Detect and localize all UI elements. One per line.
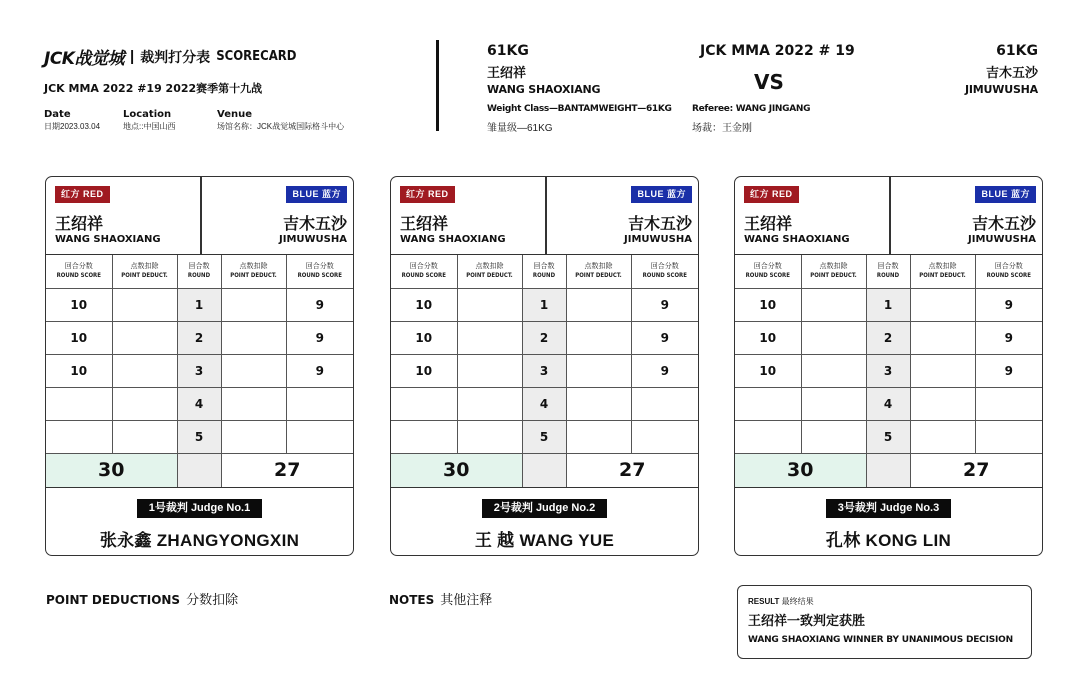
red-point-deduct bbox=[457, 354, 522, 387]
referee bbox=[692, 104, 810, 134]
date-label: Date bbox=[44, 109, 71, 120]
total-row bbox=[46, 453, 353, 487]
score-table-header bbox=[391, 255, 698, 288]
red-corner-tag: 红方 RED bbox=[400, 186, 455, 203]
referee-en: Referee: WANG JINGANG bbox=[692, 104, 811, 114]
round-row bbox=[391, 288, 698, 321]
card-blue-name-cn: 吉木五沙 bbox=[971, 216, 1036, 233]
result-label bbox=[748, 596, 1021, 607]
card-blue-name-cn: 吉木五沙 bbox=[627, 216, 692, 233]
round-number: 3 bbox=[866, 354, 910, 387]
blue-round-score bbox=[631, 420, 698, 453]
red-round-score bbox=[735, 420, 801, 453]
card-blue-name-en: JIMUWUSHA bbox=[968, 234, 1036, 245]
weight-class bbox=[487, 104, 672, 134]
card-red-name-en: WANG SHAOXIANG bbox=[744, 234, 850, 245]
blue-round-score: 9 bbox=[286, 321, 353, 354]
blue-point-deduct bbox=[566, 321, 631, 354]
round-row bbox=[735, 288, 1042, 321]
round-row bbox=[46, 420, 353, 453]
judge-name: 王 越 WANG YUE bbox=[474, 530, 615, 550]
round-row bbox=[391, 387, 698, 420]
card-header bbox=[46, 177, 353, 255]
red-point-deduct bbox=[801, 387, 866, 420]
score-table bbox=[735, 255, 1042, 488]
vs-label: VS bbox=[754, 70, 784, 94]
judge-name: 张永鑫 ZHANGYONGXIN bbox=[99, 530, 300, 550]
col-blue-round-score: 回合分数 ROUND SCORE bbox=[631, 255, 698, 288]
blue-round-score: 9 bbox=[286, 288, 353, 321]
round-row bbox=[735, 321, 1042, 354]
red-weight: 61KG bbox=[487, 43, 529, 59]
col-red-round-score: 回合分数 ROUND SCORE bbox=[735, 255, 801, 288]
blue-point-deduct bbox=[566, 354, 631, 387]
red-round-score: 10 bbox=[735, 288, 801, 321]
blue-point-deduct bbox=[910, 420, 975, 453]
round-number: 1 bbox=[522, 288, 566, 321]
blue-point-deduct bbox=[221, 420, 286, 453]
round-number: 5 bbox=[177, 420, 221, 453]
red-total: 30 bbox=[391, 453, 522, 487]
red-round-score bbox=[46, 420, 112, 453]
round-number: 1 bbox=[866, 288, 910, 321]
blue-round-score: 9 bbox=[631, 321, 698, 354]
event-title: JCK MMA 2022 # 19 bbox=[700, 43, 855, 59]
brand-title: 裁判打分表 bbox=[140, 48, 211, 65]
blue-point-deduct bbox=[910, 354, 975, 387]
red-round-score: 10 bbox=[391, 288, 457, 321]
event-line: JCK MMA 2022 #19 2022赛季第十九战 bbox=[44, 82, 263, 95]
score-table-header bbox=[735, 255, 1042, 288]
point-deductions-label-en: POINT DEDUCTIONS bbox=[46, 593, 181, 607]
red-round-score bbox=[735, 387, 801, 420]
round-row bbox=[391, 420, 698, 453]
blue-point-deduct bbox=[910, 387, 975, 420]
judge-area bbox=[735, 488, 1042, 556]
red-round-score: 10 bbox=[735, 321, 801, 354]
round-number: 3 bbox=[522, 354, 566, 387]
judge-scorecard-2 bbox=[390, 176, 699, 556]
notes-label-cn: 其他注释 bbox=[440, 592, 493, 607]
brand-logo: JCK战觉城 bbox=[44, 49, 124, 69]
venue-label: Venue bbox=[217, 109, 252, 120]
round-row bbox=[735, 420, 1042, 453]
red-round-score: 10 bbox=[735, 354, 801, 387]
judge-tag: 1号裁判 Judge No.1 bbox=[137, 499, 262, 518]
card-header-divider bbox=[889, 177, 891, 255]
round-row bbox=[46, 354, 353, 387]
card-red-name-en: WANG SHAOXIANG bbox=[400, 234, 506, 245]
result-text-en: WANG SHAOXIANG WINNER BY UNANIMOUS DECISION bbox=[748, 635, 1013, 645]
date-value: 日期2023.03.04 bbox=[44, 121, 101, 131]
red-round-score bbox=[391, 387, 457, 420]
brand-subtitle: SCORECARD bbox=[216, 49, 297, 64]
col-blue-point-deduct: 点数扣除 POINT DEDUCT. bbox=[221, 255, 286, 288]
point-deductions-label-cn: 分数扣除 bbox=[186, 592, 239, 607]
blue-point-deduct bbox=[910, 288, 975, 321]
blue-round-score: 9 bbox=[631, 288, 698, 321]
round-number: 4 bbox=[866, 387, 910, 420]
red-round-score bbox=[46, 387, 112, 420]
point-deductions-section bbox=[46, 589, 238, 608]
blue-round-score bbox=[975, 387, 1042, 420]
card-red-name-en: WANG SHAOXIANG bbox=[55, 234, 161, 245]
red-corner-tag: 红方 RED bbox=[744, 186, 799, 203]
total-row bbox=[391, 453, 698, 487]
round-row bbox=[46, 387, 353, 420]
round-number: 4 bbox=[177, 387, 221, 420]
red-round-score: 10 bbox=[46, 321, 112, 354]
col-round: 回合数 ROUND bbox=[866, 255, 910, 288]
red-total: 30 bbox=[735, 453, 866, 487]
red-point-deduct bbox=[457, 420, 522, 453]
blue-point-deduct bbox=[221, 288, 286, 321]
judge-scorecard-3 bbox=[734, 176, 1043, 556]
red-point-deduct bbox=[457, 288, 522, 321]
red-round-score: 10 bbox=[46, 288, 112, 321]
col-red-point-deduct: 点数扣除 POINT DEDUCT. bbox=[457, 255, 522, 288]
notes-label-en: NOTES bbox=[389, 593, 435, 607]
judge-area bbox=[46, 488, 353, 556]
col-round: 回合数 ROUND bbox=[177, 255, 221, 288]
red-point-deduct bbox=[457, 321, 522, 354]
round-number: 5 bbox=[522, 420, 566, 453]
round-number: 5 bbox=[866, 420, 910, 453]
col-blue-round-score: 回合分数 ROUND SCORE bbox=[286, 255, 353, 288]
blue-fighter-header bbox=[965, 43, 1038, 96]
judge-tag: 2号裁判 Judge No.2 bbox=[482, 499, 607, 518]
red-point-deduct bbox=[801, 354, 866, 387]
brand-separator: | bbox=[129, 48, 135, 65]
weight-class-cn: 雏量级—61KG bbox=[487, 123, 553, 134]
col-red-point-deduct: 点数扣除 POINT DEDUCT. bbox=[801, 255, 866, 288]
blue-round-score bbox=[286, 387, 353, 420]
red-point-deduct bbox=[457, 387, 522, 420]
blue-point-deduct bbox=[566, 420, 631, 453]
score-table-header bbox=[46, 255, 353, 288]
card-red-name-cn: 王绍祥 bbox=[400, 216, 449, 233]
col-red-point-deduct: 点数扣除 POINT DEDUCT. bbox=[112, 255, 177, 288]
blue-corner-tag: BLUE 蓝方 bbox=[631, 186, 692, 203]
card-red-name-cn: 王绍祥 bbox=[744, 216, 793, 233]
weight-class-en: Weight Class—BANTAMWEIGHT—61KG bbox=[487, 104, 672, 114]
location-label: Location bbox=[123, 109, 172, 120]
blue-round-score bbox=[286, 420, 353, 453]
round-number: 4 bbox=[522, 387, 566, 420]
col-red-round-score: 回合分数 ROUND SCORE bbox=[46, 255, 112, 288]
round-number: 3 bbox=[177, 354, 221, 387]
blue-total: 27 bbox=[910, 453, 1042, 487]
col-red-round-score: 回合分数 ROUND SCORE bbox=[391, 255, 457, 288]
round-number: 2 bbox=[866, 321, 910, 354]
blue-round-score: 9 bbox=[286, 354, 353, 387]
judge-name: 孔林 KONG LIN bbox=[825, 530, 952, 550]
blue-round-score: 9 bbox=[975, 321, 1042, 354]
blue-total: 27 bbox=[566, 453, 698, 487]
red-fighter-header bbox=[487, 43, 600, 96]
notes-section bbox=[389, 589, 492, 608]
red-name-cn: 王绍祥 bbox=[487, 66, 527, 81]
round-row bbox=[46, 288, 353, 321]
blue-point-deduct bbox=[221, 354, 286, 387]
red-round-score: 10 bbox=[391, 321, 457, 354]
red-point-deduct bbox=[112, 387, 177, 420]
col-blue-round-score: 回合分数 ROUND SCORE bbox=[975, 255, 1042, 288]
blue-point-deduct bbox=[221, 387, 286, 420]
score-table bbox=[46, 255, 353, 488]
red-point-deduct bbox=[112, 420, 177, 453]
blue-point-deduct bbox=[910, 321, 975, 354]
total-row bbox=[735, 453, 1042, 487]
score-table bbox=[391, 255, 698, 488]
judge-scorecard-1 bbox=[45, 176, 354, 556]
total-spacer bbox=[522, 453, 566, 487]
card-blue-name-cn: 吉木五沙 bbox=[282, 216, 347, 233]
blue-name-cn: 吉木五沙 bbox=[985, 66, 1038, 81]
round-row bbox=[391, 354, 698, 387]
total-spacer bbox=[866, 453, 910, 487]
blue-round-score: 9 bbox=[975, 288, 1042, 321]
blue-point-deduct bbox=[566, 288, 631, 321]
card-header bbox=[735, 177, 1042, 255]
red-point-deduct bbox=[801, 420, 866, 453]
round-row bbox=[46, 321, 353, 354]
brand-header bbox=[44, 44, 297, 69]
col-round: 回合数 ROUND bbox=[522, 255, 566, 288]
round-number: 2 bbox=[522, 321, 566, 354]
blue-corner-tag: BLUE 蓝方 bbox=[975, 186, 1036, 203]
col-blue-point-deduct: 点数扣除 POINT DEDUCT. bbox=[566, 255, 631, 288]
card-blue-name-en: JIMUWUSHA bbox=[624, 234, 692, 245]
result-label-en: RESULT bbox=[748, 597, 780, 606]
card-blue-name-en: JIMUWUSHA bbox=[279, 234, 347, 245]
blue-round-score bbox=[631, 387, 698, 420]
blue-round-score: 9 bbox=[975, 354, 1042, 387]
red-round-score: 10 bbox=[391, 354, 457, 387]
card-header-divider bbox=[545, 177, 547, 255]
card-header-divider bbox=[200, 177, 202, 255]
red-round-score: 10 bbox=[46, 354, 112, 387]
blue-round-score: 9 bbox=[631, 354, 698, 387]
meta-date bbox=[44, 109, 100, 132]
venue-value: 场馆名称：JCK战觉城国际格斗中心 bbox=[217, 121, 345, 131]
result-label-cn: 最终结果 bbox=[781, 597, 814, 606]
red-point-deduct bbox=[112, 321, 177, 354]
round-row bbox=[735, 387, 1042, 420]
red-round-score bbox=[391, 420, 457, 453]
result-box bbox=[737, 585, 1032, 659]
judge-tag: 3号裁判 Judge No.3 bbox=[826, 499, 951, 518]
red-name-en: WANG SHAOXIANG bbox=[487, 83, 601, 96]
card-header bbox=[391, 177, 698, 255]
meta-venue bbox=[217, 109, 344, 132]
blue-corner-tag: BLUE 蓝方 bbox=[286, 186, 347, 203]
col-blue-point-deduct: 点数扣除 POINT DEDUCT. bbox=[910, 255, 975, 288]
blue-point-deduct bbox=[566, 387, 631, 420]
blue-total: 27 bbox=[221, 453, 353, 487]
blue-point-deduct bbox=[221, 321, 286, 354]
red-corner-tag: 红方 RED bbox=[55, 186, 110, 203]
red-point-deduct bbox=[801, 321, 866, 354]
round-number: 1 bbox=[177, 288, 221, 321]
blue-weight: 61KG bbox=[996, 43, 1038, 59]
result-text-cn: 王绍祥一致判定获胜 bbox=[748, 613, 866, 628]
round-row bbox=[391, 321, 698, 354]
blue-name-en: JIMUWUSHA bbox=[965, 83, 1038, 96]
meta-location bbox=[123, 109, 175, 132]
red-point-deduct bbox=[112, 354, 177, 387]
red-point-deduct bbox=[801, 288, 866, 321]
blue-round-score bbox=[975, 420, 1042, 453]
total-spacer bbox=[177, 453, 221, 487]
referee-cn: 场裁：王金刚 bbox=[692, 123, 752, 134]
location-value: 地点::中国山西 bbox=[123, 121, 176, 131]
red-total: 30 bbox=[46, 453, 177, 487]
round-row bbox=[735, 354, 1042, 387]
card-red-name-cn: 王绍祥 bbox=[55, 216, 104, 233]
round-number: 2 bbox=[177, 321, 221, 354]
red-point-deduct bbox=[112, 288, 177, 321]
header-divider bbox=[436, 40, 439, 131]
judge-area bbox=[391, 488, 698, 556]
